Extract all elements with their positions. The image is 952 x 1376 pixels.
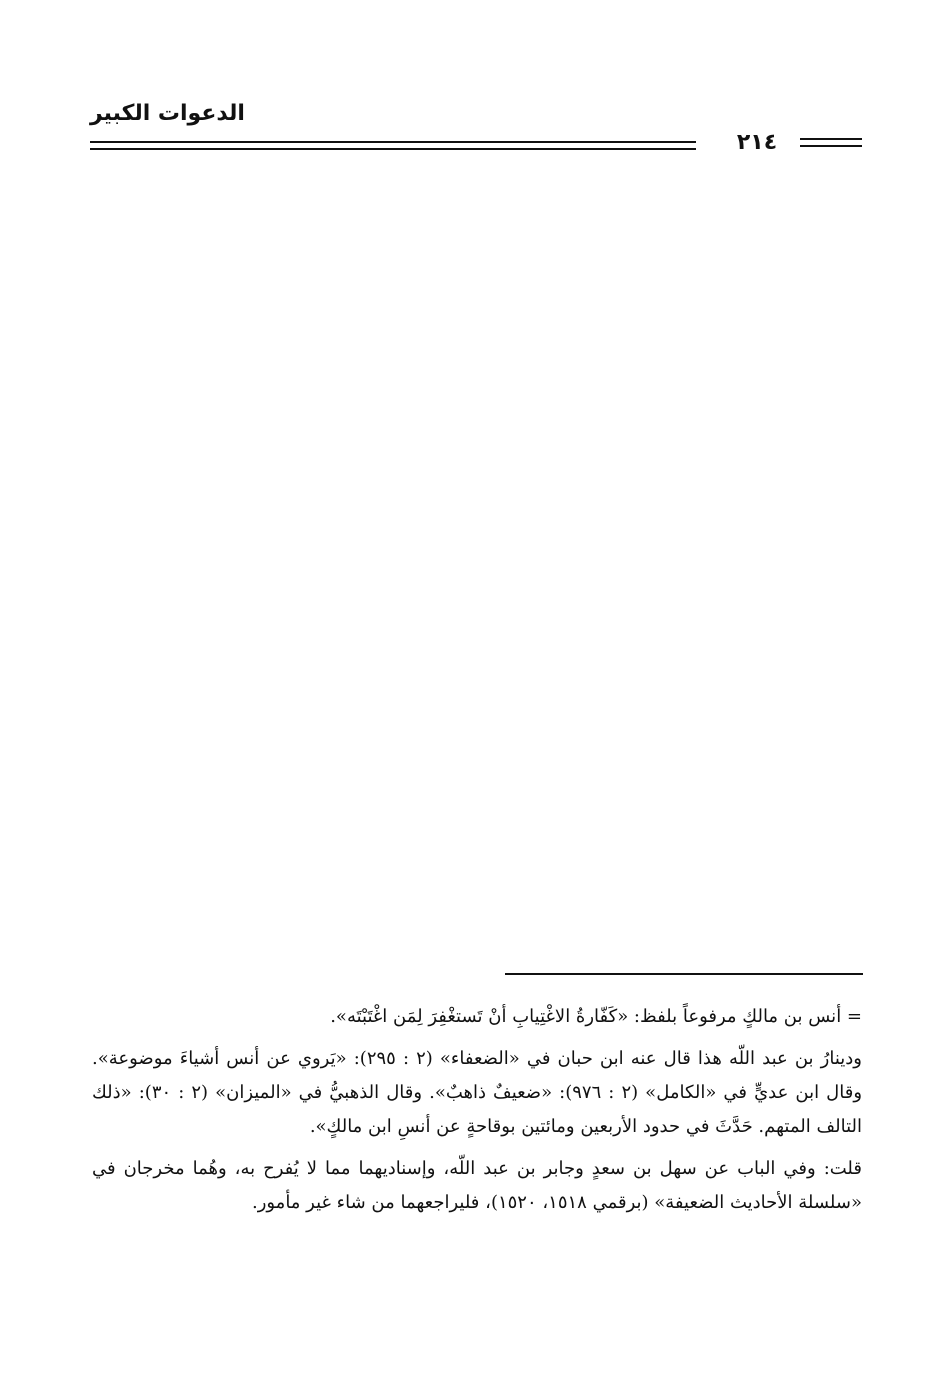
page-number-rule-top xyxy=(800,138,862,140)
footnotes xyxy=(92,1000,862,1228)
page-number-rule-bottom xyxy=(800,145,862,147)
footnote-paragraph: ودينارُ بن عبد اللّه هذا قال عنه ابن حبان في «الضعفاء» (٢ : ٢٩٥): «يَروي عن أنس أشياءَ موضوعة». وقال ابن عديٍّ في «الكامل» (٢ : ٩٧٦): «ضعيفٌ ذاهبٌ». وقال الذهبيُّ في «الميزان» (٢ : ٣٠): «ذلك التالف المتهم. حَدَّثَ في حدود الأربعين ومائتين بوقاحةٍ عن أنسِ ابن مالكٍ». xyxy=(92,1048,863,1137)
header-rule-bottom xyxy=(90,148,696,150)
header-rule-top xyxy=(90,141,696,143)
page-number: ٢١٤ xyxy=(736,130,778,155)
footnote-paragraph: = أنس بن مالكٍ مرفوعاً بلفظ: «كَفّارةُ الاغْتِيابِ أنْ تَستغْفِرَ لِمَن اغْتَبْتَه». xyxy=(330,1006,862,1027)
book-title: الدعوات الكبير xyxy=(90,101,245,126)
footnote-separator xyxy=(505,973,863,975)
footnote-paragraph: قلت: وفي الباب عن سهل بن سعدٍ وجابر بن عبد اللّه، وإسناديهما مما لا يُفرح به، وهُما مخرجان في «سلسلة الأحاديث الضعيفة» (برقمي ١٥١٨، ١٥٢٠)، فليراجعهما من شاء غير مأمور. xyxy=(92,1158,862,1213)
